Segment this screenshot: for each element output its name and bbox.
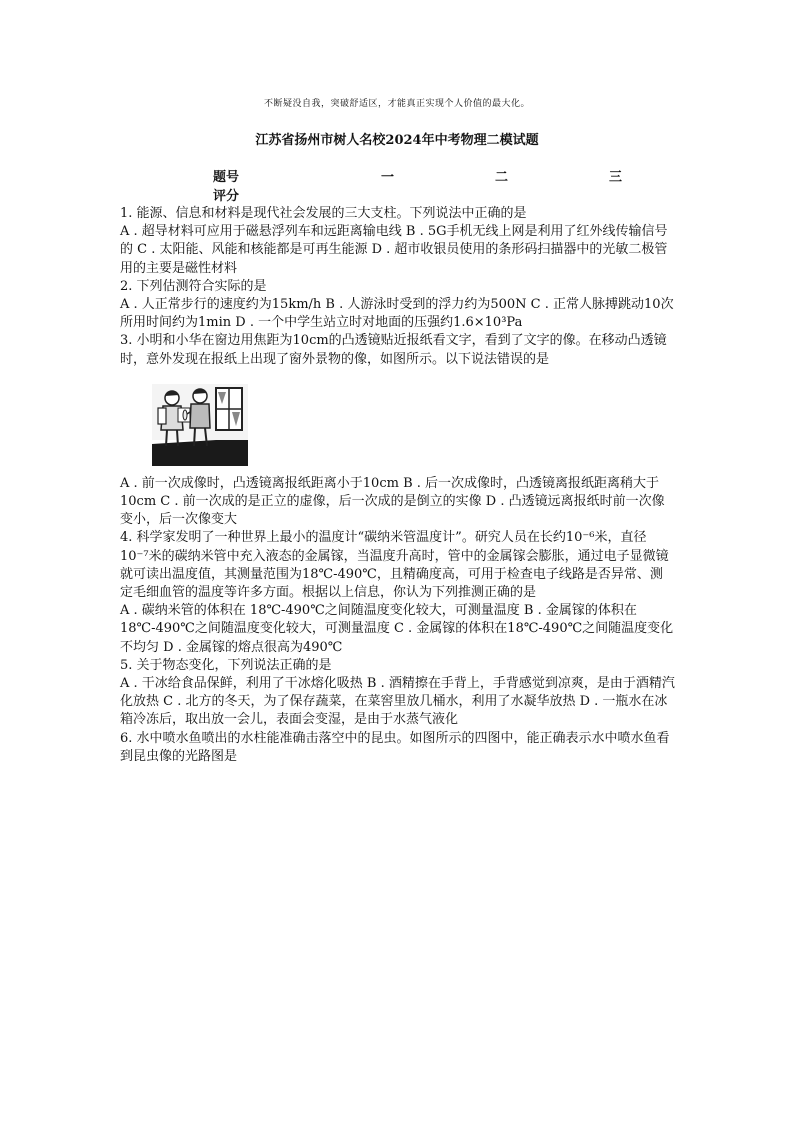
question-5-options: A . 干冰给食品保鲜，利用了干冰熔化吸热 B . 酒精擦在手背上，手背感觉到凉爽，是由于酒精汽化放热 C . 北方的冬天，为了保存蔬菜，在菜窖里放几桶水，利用了水凝华放热 D . 一瓶水在冰箱冷冻后，取出放一会儿，表面会变湿，是由于水蒸气液化 [120,676,675,728]
page-title: 江苏省扬州市树人名校2024年中考物理二模试题 [255,133,539,148]
score-header-section-2: 二 [495,170,509,185]
score-table [213,166,683,204]
score-row-label: 评分 [213,189,240,204]
two-students-lens-illustration [152,378,248,466]
question-3-figure [152,378,248,466]
question-4-stem: 4. 科学家发明了一种世界上最小的温度计“碳纳米管温度计”。研究人员在长约10⁻⁶米，直径10⁻⁷米的碳纳米管中充入液态的金属镓，当温度升高时，管中的金属镓会膨胀，通过电子显微镜就可读出温度值，其测量范围为18℃-490℃，且精确度高，可用于检查电子线路是否异常、测定毛细血管的温度等许多方面。根据以上信息，你认为下列推测正确的是 [120,530,669,601]
question-6-stem: 6. 水中喷水鱼喷出的水柱能准确击落空中的昆虫。如图所示的四图中，能正确表示水中喷水鱼看到昆虫像的光路图是 [120,730,670,764]
question-3-options: A . 前一次成像时，凸透镜离报纸距离小于10cm B . 后一次成像时，凸透镜离报纸距离稍大于10cm C . 前一次成的是正立的虚像，后一次成的是倒立的实像 D . 凸透镜远离报纸时前一次像变小，后一次像变大 [120,475,665,528]
question-2-options: A . 人正常步行的速度约为15km/h B . 人游泳时受到的浮力约为500N C . 正常人脉搏跳动10次所用时间约为1min D . 一个中学生站立时对地面的压强约1.6×10³Pa [120,297,674,331]
question-5-stem: 5. 关于物态变化，下列说法正确的是 [120,657,332,673]
question-3-stem: 3. 小明和小华在窗边用焦距为10cm的凸透镜贴近报纸看文字，看到了文字的像。在移动凸透镜时，意外发现在报纸上出现了窗外景物的像，如图所示。以下说法错误的是 [120,333,667,367]
question-list [120,205,675,766]
question-2-stem: 2. 下列估测符合实际的是 [120,278,267,294]
score-row-scores [213,185,683,204]
score-header-label: 题号 [213,170,240,185]
header-motto: 不断疑没自我，突破舒适区，才能真正实现个人价值的最大化。 [263,99,530,109]
score-header-section-3: 三 [609,170,623,185]
question-1-options: A . 超导材料可应用于磁悬浮列车和远距离输电线 B . 5G手机无线上网是利用了红外线传输信号的 C . 太阳能、风能和核能都是可再生能源 D . 超市收银员使用的条形码扫描器中的光敏二极管用的主要是磁性材料 [120,224,668,276]
question-4-options: A . 碳纳米管的体积在 18℃-490℃之间随温度变化较大，可测量温度 B . 金属镓的体积在18℃-490℃之间随温度变化较大，可测量温度 C . 金属镓的体积在18℃-490℃之间随温度变化不均匀 D . 金属镓的熔点很高为490℃ [120,603,674,655]
score-header-section-1: 一 [381,170,395,185]
question-1-stem: 1. 能源、信息和材料是现代社会发展的三大支柱。下列说法中正确的是 [120,206,527,221]
score-row-headers [213,166,683,185]
